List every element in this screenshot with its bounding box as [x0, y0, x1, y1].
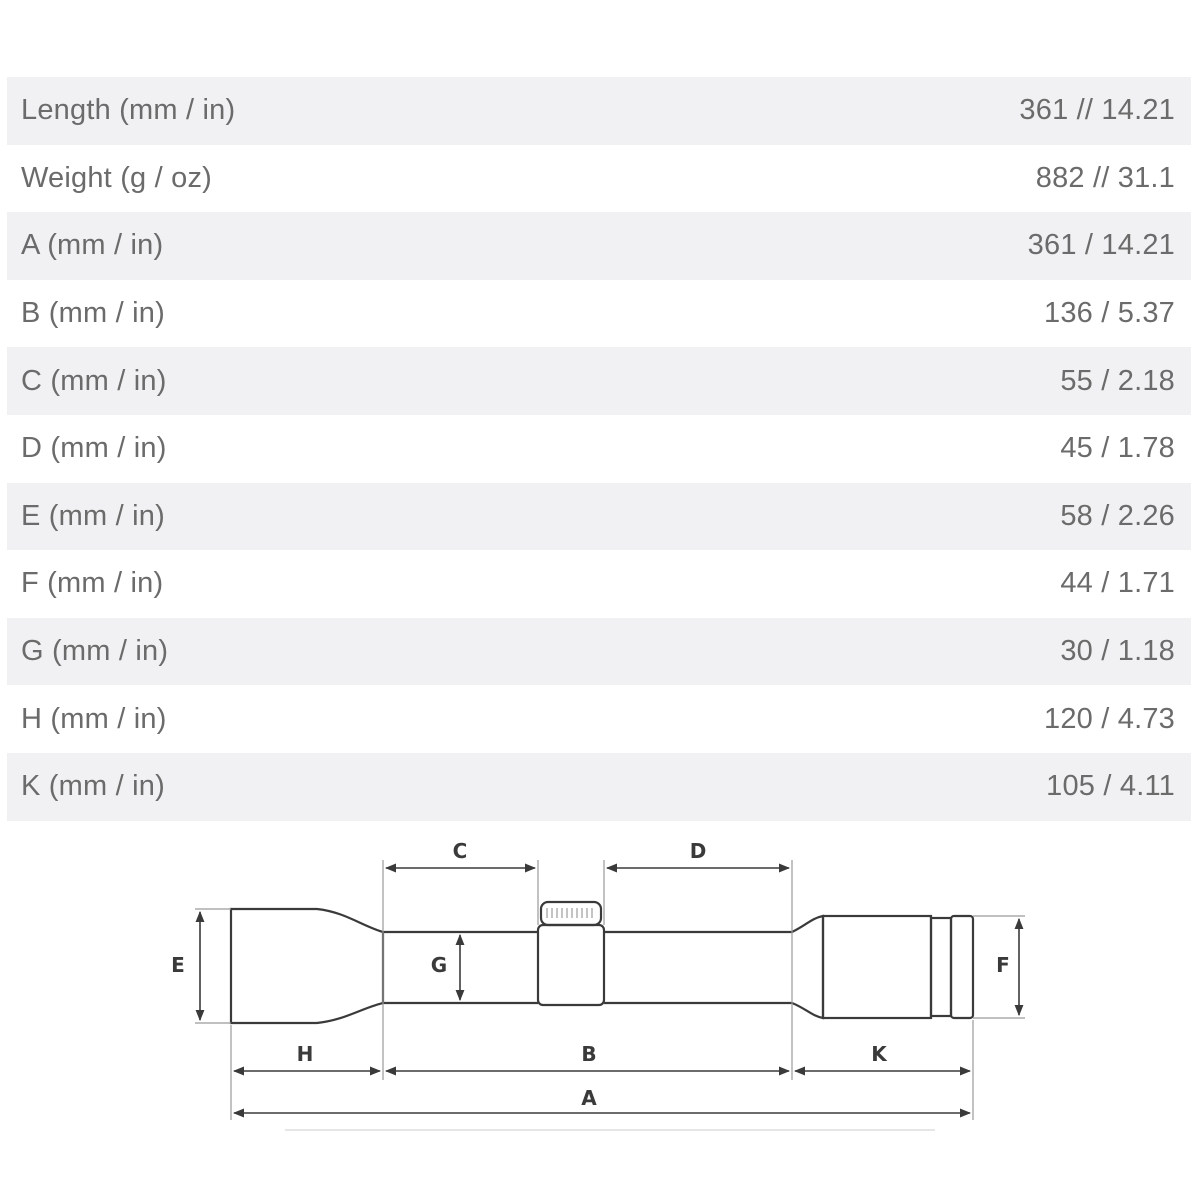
spec-label: C (mm / in) — [21, 364, 167, 397]
spec-value: 136 / 5.37 — [1044, 297, 1175, 330]
spec-label: G (mm / in) — [21, 635, 169, 668]
spec-row-b — [7, 280, 1191, 348]
eyepiece — [823, 916, 931, 1018]
turret-saddle — [538, 925, 604, 1005]
eyepiece-ring — [931, 918, 951, 1016]
dim-label-a: A — [581, 1086, 597, 1110]
spec-row-c — [7, 347, 1191, 415]
spec-row-a — [7, 212, 1191, 280]
spec-value: 361 // 14.21 — [1019, 94, 1175, 127]
spec-row-f — [7, 550, 1191, 618]
spec-value: 882 // 31.1 — [1035, 161, 1175, 194]
spec-value: 30 / 1.18 — [1060, 635, 1175, 668]
scope-outline — [231, 902, 973, 1023]
spec-row-weight — [7, 145, 1191, 213]
dim-label-c: C — [452, 839, 468, 863]
spec-label: E (mm / in) — [21, 499, 165, 532]
spec-label: H (mm / in) — [21, 702, 167, 735]
extension-lines — [195, 860, 1025, 1120]
spec-label: B (mm / in) — [21, 297, 165, 330]
objective-bell — [231, 909, 383, 1023]
spec-value: 120 / 4.73 — [1044, 702, 1175, 735]
eyepiece-cap — [951, 916, 973, 1018]
spec-value: 45 / 1.78 — [1060, 432, 1175, 465]
dim-label-g: G — [430, 953, 448, 977]
spec-label: Weight (g / oz) — [21, 161, 213, 194]
spec-table — [7, 77, 1191, 821]
spec-row-g — [7, 618, 1191, 686]
spec-value: 55 / 2.18 — [1060, 364, 1175, 397]
spec-label: D (mm / in) — [21, 432, 167, 465]
spec-label: A (mm / in) — [21, 229, 164, 262]
spec-row-length — [7, 77, 1191, 145]
turret-knurling — [547, 908, 592, 918]
spec-value: 105 / 4.11 — [1046, 770, 1175, 803]
spec-label: Length (mm / in) — [21, 94, 236, 127]
dim-label-b: B — [581, 1042, 597, 1066]
spec-value: 44 / 1.71 — [1060, 567, 1175, 600]
dimension-arrows — [200, 868, 1019, 1113]
dim-label-f: F — [996, 953, 1010, 977]
spec-value: 361 / 14.21 — [1027, 229, 1175, 262]
dim-label-e: E — [171, 953, 185, 977]
eyepiece-transition — [792, 916, 823, 1018]
dim-label-h: H — [296, 1042, 314, 1066]
dim-label-k: K — [871, 1042, 887, 1066]
spec-label: K (mm / in) — [21, 770, 165, 803]
spec-row-e — [7, 483, 1191, 551]
scope-dimension-diagram — [0, 830, 1200, 1150]
spec-row-h — [7, 685, 1191, 753]
dim-label-d: D — [689, 839, 707, 863]
spec-label: F (mm / in) — [21, 567, 164, 600]
spec-row-k — [7, 753, 1191, 821]
spec-value: 58 / 2.26 — [1060, 499, 1175, 532]
spec-row-d — [7, 415, 1191, 483]
